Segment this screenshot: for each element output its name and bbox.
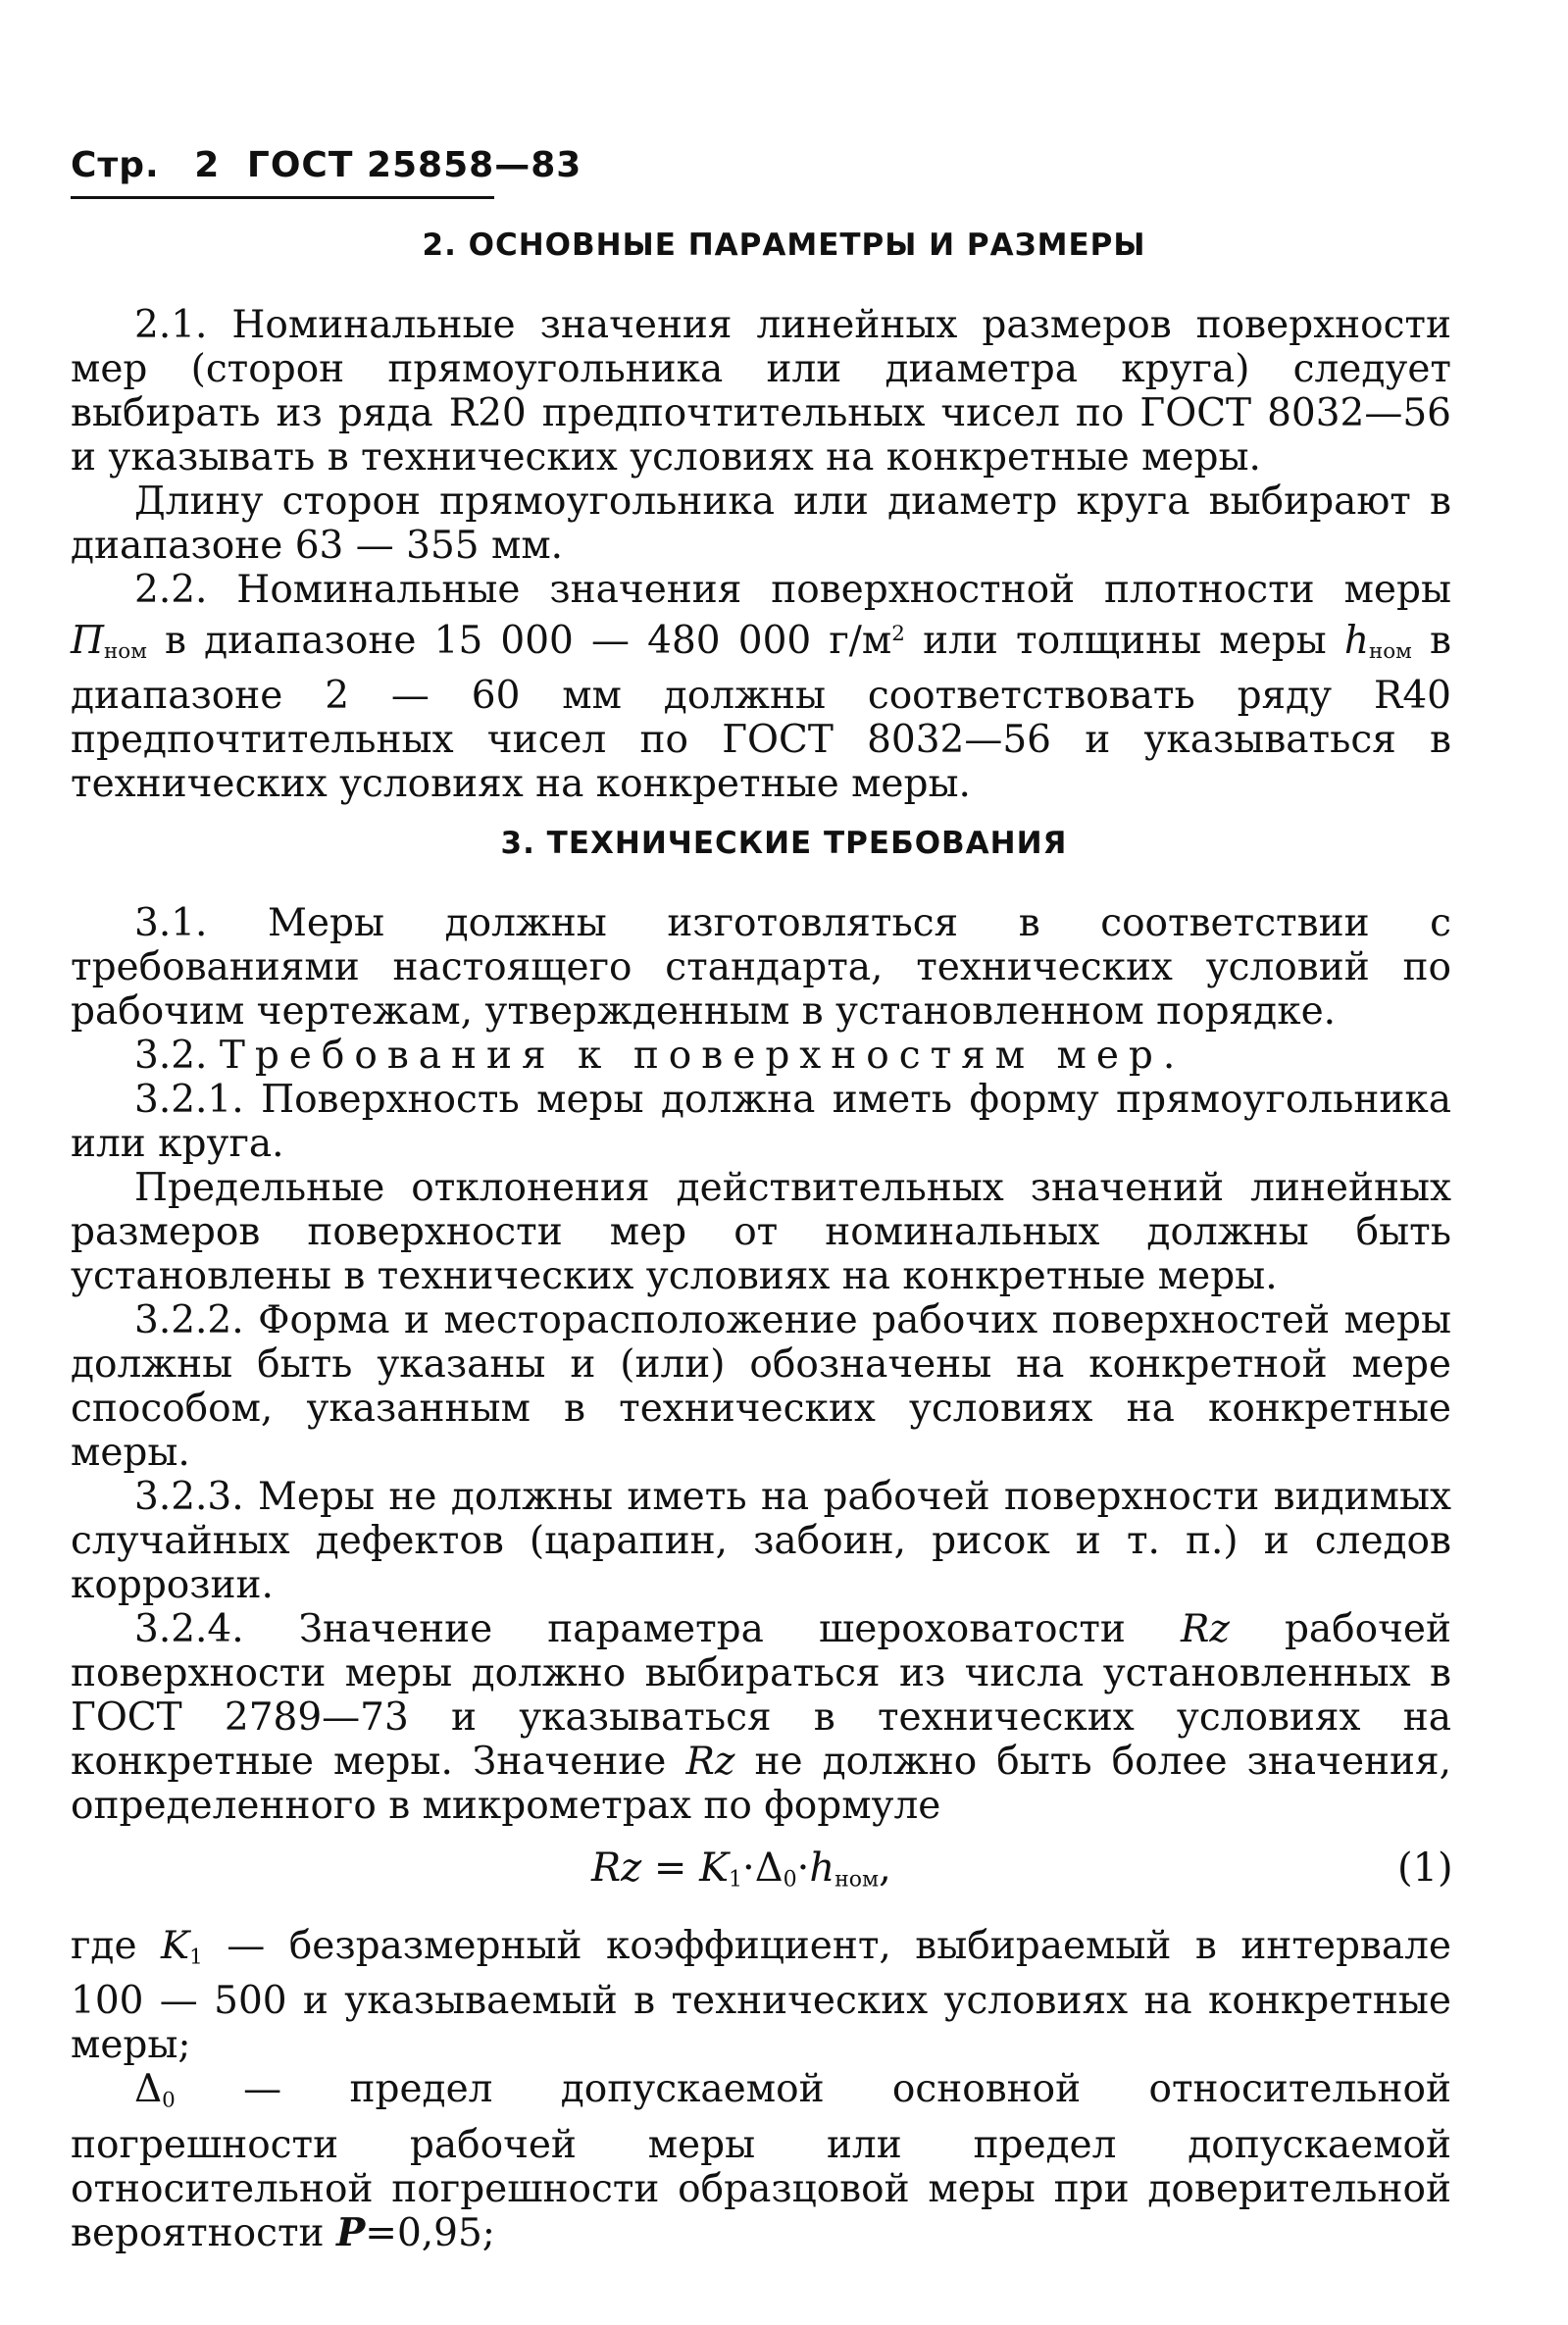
standard-number: ГОСТ 25858—83 bbox=[246, 145, 582, 185]
paragraph-3-2-3: 3.2.3. Меры не должны иметь на рабочей поверхности видимых случайных дефектов (царапин, забоин, рисок и т. п.) и следов коррозии. bbox=[71, 1475, 1451, 1607]
formula-number: (1) bbox=[1397, 1845, 1453, 1891]
legend-k-text: — безразмерный коэффициент, выбираемый в интервале 100 — 500 и указываемый в технических условиях на конкретные меры; bbox=[71, 1924, 1451, 2068]
section-3-heading: 3. ТЕХНИЧЕСКИЕ ТРЕБОВАНИЯ bbox=[500, 826, 1068, 861]
paragraph-3-2 bbox=[71, 1034, 1451, 1078]
formula-equals: = bbox=[641, 1845, 700, 1891]
paragraph-3-2-1b: Предельные отклонения действительных значений линейных размеров поверхности мер от номинальных должны быть установлены в технических условиях на конкретные меры. bbox=[71, 1166, 1451, 1298]
formula-delta-sub: 0 bbox=[783, 1867, 797, 1893]
rz-symbol-2: Rz bbox=[685, 1740, 735, 1784]
legend-delta-sub: 0 bbox=[162, 2088, 176, 2113]
paragraph-3-1: 3.1. Меры должны изготовляться в соответствии с требованиями настоящего стандарта, технических условий по рабочим чертежам, утвержденным в установленном порядке. bbox=[71, 901, 1451, 1034]
p2-2-text-d: в диапазоне 2 — 60 мм должны соответствовать ряду R40 предпочтительных чисел по ГОСТ 8032—56 и указываться в технических условиях на конкретные меры. bbox=[71, 618, 1451, 807]
legend-where: где bbox=[71, 1924, 137, 1968]
paragraph-2-2 bbox=[71, 568, 1451, 806]
paragraph-2-1: 2.1. Номинальные значения линейных размеров поверхности мер (сторон прямоугольника или диаметра круга) следует выбирать из ряда R20 предпочтительных чисел по ГОСТ 8032—56 и указывать в технических условиях на конкретные меры. bbox=[71, 303, 1451, 480]
unit-superscript: 2 bbox=[891, 622, 905, 646]
legend-k-symbol: K bbox=[161, 1924, 190, 1968]
formula-delta: Δ bbox=[754, 1845, 784, 1891]
p2-2-text-a: 2.2. Номинальные значения поверхностной плотности меры bbox=[134, 568, 1451, 612]
legend-delta-text: — предел допускаемой основной относительной погрешности рабочей меры или предел допускаемой относительной погрешности образцовой меры при доверительной вероятности bbox=[71, 2067, 1451, 2255]
page-number: 2 bbox=[194, 145, 221, 185]
header-divider bbox=[71, 196, 494, 199]
p3-2-4-text-c: не должно быть более значения, определенного в микрометрах по формуле bbox=[71, 1740, 1452, 1828]
p3-2-4-text-b: рабочей поверхности меры должно выбираться из числа установленных в ГОСТ 2789—73 и указываться в технических условиях на конкретные меры. Значение bbox=[71, 1607, 1451, 1784]
thickness-symbol: h bbox=[1343, 618, 1369, 663]
p3-2-4-text-a: 3.2.4. Значение параметра шероховатости bbox=[134, 1607, 1126, 1651]
section-2-heading: 2. ОСНОВНЫЕ ПАРАМЕТРЫ И РАЗМЕРЫ bbox=[422, 227, 1146, 263]
formula-dot-1: · bbox=[742, 1845, 755, 1891]
paragraph-3-2-4 bbox=[71, 1607, 1451, 1828]
formula-comma: , bbox=[879, 1845, 891, 1891]
formula-k: K bbox=[699, 1845, 730, 1891]
paragraph-3-2-2: 3.2.2. Форма и месторасположение рабочих поверхностей меры должны быть указаны и (или) обозначены на конкретной мере способом, указанным в технических условиях на конкретные меры. bbox=[71, 1298, 1451, 1475]
formula-expression bbox=[591, 1845, 891, 1893]
p3-2-number: 3.2. bbox=[134, 1034, 208, 1078]
formula-dot-2: · bbox=[796, 1845, 810, 1891]
legend-p-symbol: P bbox=[335, 2209, 366, 2255]
formula-rz: Rz bbox=[591, 1845, 642, 1891]
formula-h: h bbox=[809, 1845, 835, 1891]
legend-p-value: =0,95; bbox=[365, 2210, 495, 2255]
p3-2-title: Требования к поверхностям мер. bbox=[219, 1034, 1186, 1078]
formula-1 bbox=[0, 1845, 1568, 1895]
section-3-body bbox=[71, 901, 1451, 1828]
page-header bbox=[71, 145, 582, 185]
rz-symbol: Rz bbox=[1180, 1607, 1230, 1651]
legend-k-sub: 1 bbox=[189, 1945, 203, 1970]
paragraph-2-1b: Длину сторон прямоугольника или диаметр круга выбирают в диапазоне 63 — 355 мм. bbox=[71, 480, 1451, 568]
legend-delta-symbol: Δ bbox=[134, 2067, 163, 2112]
density-subscript: ном bbox=[104, 639, 147, 665]
p2-2-text-b: в диапазоне 15 000 — 480 000 г/м bbox=[165, 618, 892, 663]
formula-k-sub: 1 bbox=[729, 1867, 743, 1893]
thickness-subscript: ном bbox=[1368, 639, 1412, 665]
formula-legend bbox=[71, 1924, 1451, 2255]
paragraph-3-2-1: 3.2.1. Поверхность меры должна иметь форму прямоугольника или круга. bbox=[71, 1078, 1451, 1166]
density-symbol: П bbox=[71, 618, 105, 663]
legend-k1 bbox=[71, 1924, 1451, 2067]
legend-delta bbox=[71, 2067, 1451, 2254]
formula-h-sub: ном bbox=[835, 1867, 880, 1893]
p2-2-text-c: или толщины меры bbox=[923, 618, 1327, 663]
section-2-body bbox=[71, 303, 1451, 806]
page-label: Стр. bbox=[71, 145, 160, 185]
